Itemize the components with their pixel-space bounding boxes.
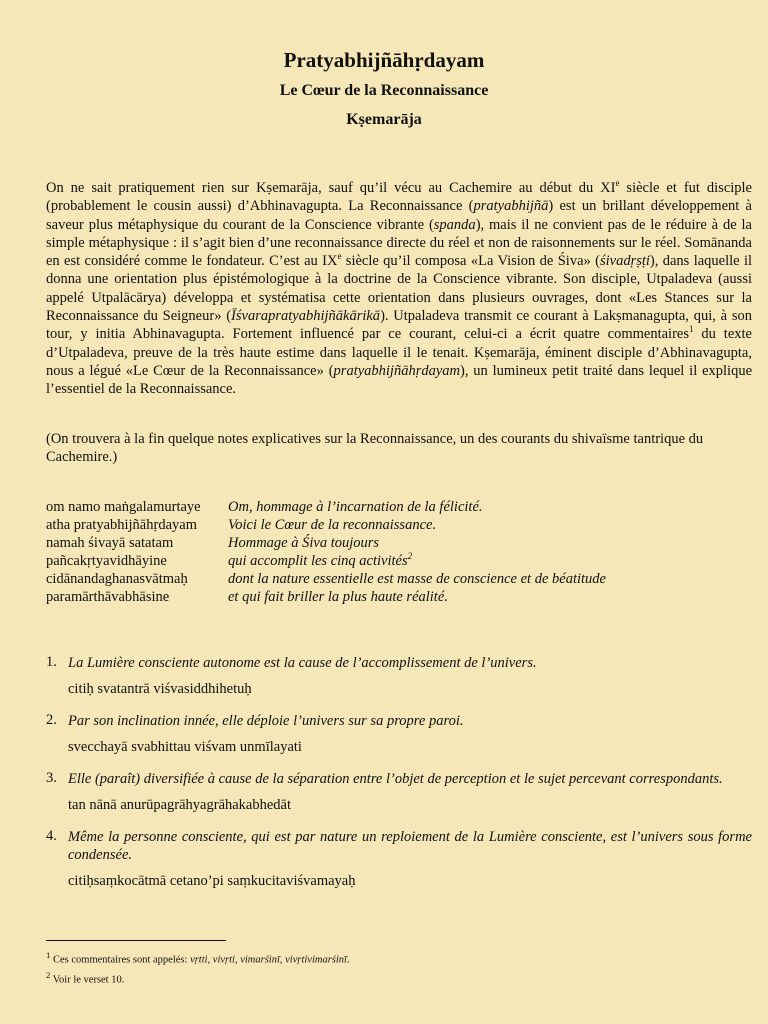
intro-term: pratyabhijñā [473,198,549,215]
intro-term: pratyabhijñāhṛdayam [333,362,461,379]
sutra-list [46,654,752,904]
verse-row [46,516,606,534]
intro-term: spanda [433,216,476,233]
footnote-text: . [346,954,350,966]
sutra-item [46,654,752,698]
sutra-number: 4. [46,828,57,844]
sutra-sanskrit: tan nānā anurūpagrāhyagrāhakabhedāt [68,797,292,813]
verse-row [46,498,606,516]
intro-text: ), mais il ne convient pas de le réduire à de la simple métaphysique : il s’agit bien d’une reconnaissance directe du réel et non de raisonnements sur le réel. Somānanda en est considéré comme le fondateur. C’est au IX [46,216,752,270]
verse-translation: dont la nature essentielle est masse de conscience et de béatitude [228,571,606,587]
footnote-text: Ces commentaires sont appelés: [50,954,191,966]
sutra-item [46,712,752,756]
intro-text: ), dans laquelle il donna une orientation plus épistémologique à la doctrine de la Conscience vibrante. Son disciple, Utpaladeva (aussi appelé Utpalācārya) développa et systématisa cette orientation dans plusieurs ouvrages, dont «Les Stances sur la Reconnaissance du Seigneur» ( [46,253,753,325]
intro-text: siècle qu’il composa «La Vision de Śiva» ( [341,253,600,270]
verse-sanskrit: cidānandaghanasvātmaḥ [46,571,188,587]
century-superscript: e [615,178,620,189]
verse-translation: et qui fait briller la plus haute réalité. [228,589,448,605]
sutra-sanskrit: svecchayā svabhittau viśvam unmīlayati [68,739,302,755]
intro-text: ) est un brillant développement à saveur plus métaphysique du courant de la Conscience vibrante ( [46,198,752,233]
verse-translation: Voici le Cœur de la reconnaissance. [228,517,437,533]
intro-text: du texte d’Utpaladeva, preuve de la très haute estime dans laquelle il le tenait. Kṣemarāja, éminent disciple d’Abhinavagupta, nous a légué «Le Cœur de la Reconnaissance» ( [46,326,752,379]
sutra-sanskrit: citiḥ svatantrā viśvasiddhihetuḥ [68,681,252,697]
intro-text: siècle et fut disciple (probablement le cousin aussi) d’Abhinavagupta. La Reconnaissance ( [46,180,752,215]
intro-term: śivadṛṣṭi [599,253,650,270]
sutra-number: 1. [46,654,57,670]
sutra-item [46,770,752,814]
verse-row [46,534,606,552]
sutra-number: 2. [46,712,57,728]
verse-translation: Hommage à Śiva toujours [228,535,380,551]
sutra-sanskrit: citiḥsaṃkocātmā cetano’pi saṃkucitaviśvamayaḥ [68,873,356,889]
footnote-mark: 2 [46,969,51,980]
verse-translation [228,552,412,570]
intro-text: ), un lumineux petit traité dans lequel il explique l’essentiel de la Reconnaissance. [46,362,753,398]
footnote-2 [46,968,350,988]
sutra-item [46,828,752,890]
verse-sanskrit: om namo maṅgalamurtaye [46,499,201,515]
intro-text: On ne sait pratiquement rien sur Kṣemarāja, sauf qu’il vécu au Cachemire au début du XI [46,180,616,196]
verse-row [46,552,606,570]
sutra-translation: La Lumière consciente autonome est la cause de l’accomplissement de l’univers. [68,655,537,671]
sutra-translation: Par son inclination innée, elle déploie l’univers sur sa propre paroi. [68,713,464,729]
sutra-number: 3. [46,770,57,786]
verse-row [46,588,606,606]
verse-sanskrit: paramārthāvabhāsine [46,589,170,605]
footnote-divider [46,940,226,941]
footnotes [46,948,350,987]
sutra-translation: Elle (paraît) diversifiée à cause de la séparation entre l’objet de perception et le sujet percevant correspondants. [68,771,723,787]
invocation-verses [46,498,606,606]
century-superscript: e [337,251,342,262]
footnote-ref[interactable]: 2 [407,551,413,562]
verse-translation-text: qui accomplit les cinq activités [228,553,408,569]
intro-paragraph [46,179,752,399]
document-author: Kṣemarāja [346,111,422,128]
sutra-translation: Même la personne consciente, qui est par nature un reploiement de la Lumière consciente, est l’univers sous forme condensée. [68,829,752,863]
intro-text: ). Utpaladeva transmit ce courant à Lakṣmanagupta, qui, à son tour, y initia Abhinavagupta. Fortement influencé par ce courant, celui-ci a écrit quatre commentaires [46,308,752,343]
footnote-mark: 1 [46,950,51,960]
verse-sanskrit: atha pratyabhijñāhṛdayam [46,517,197,533]
verse-sanskrit: namah śivayā satatam [46,535,174,551]
footnote-terms: vṛtti, vivṛti, vimarśinī, vivṛtivimarśinī [190,954,347,966]
document-title: Pratyabhijñāhṛdayam [283,48,485,72]
verse-translation: Om, hommage à l’incarnation de la félicité. [228,499,483,515]
footnote-text: Voir le verset 10. [50,974,125,985]
explanatory-note: (On trouvera à la fin quelque notes explicatives sur la Reconnaissance, un des courants du shivaïsme tantrique du Cachemire.) [46,431,704,466]
footnote-ref[interactable]: 1 [688,324,694,335]
verse-sanskrit: pañcakṛtyavidhāyine [46,553,167,569]
document-subtitle: Le Cœur de la Reconnaissance [279,82,489,99]
intro-term: Īśvarapratyabhijñākārikā [231,308,381,325]
verse-row [46,570,606,588]
footnote-1 [46,948,350,968]
